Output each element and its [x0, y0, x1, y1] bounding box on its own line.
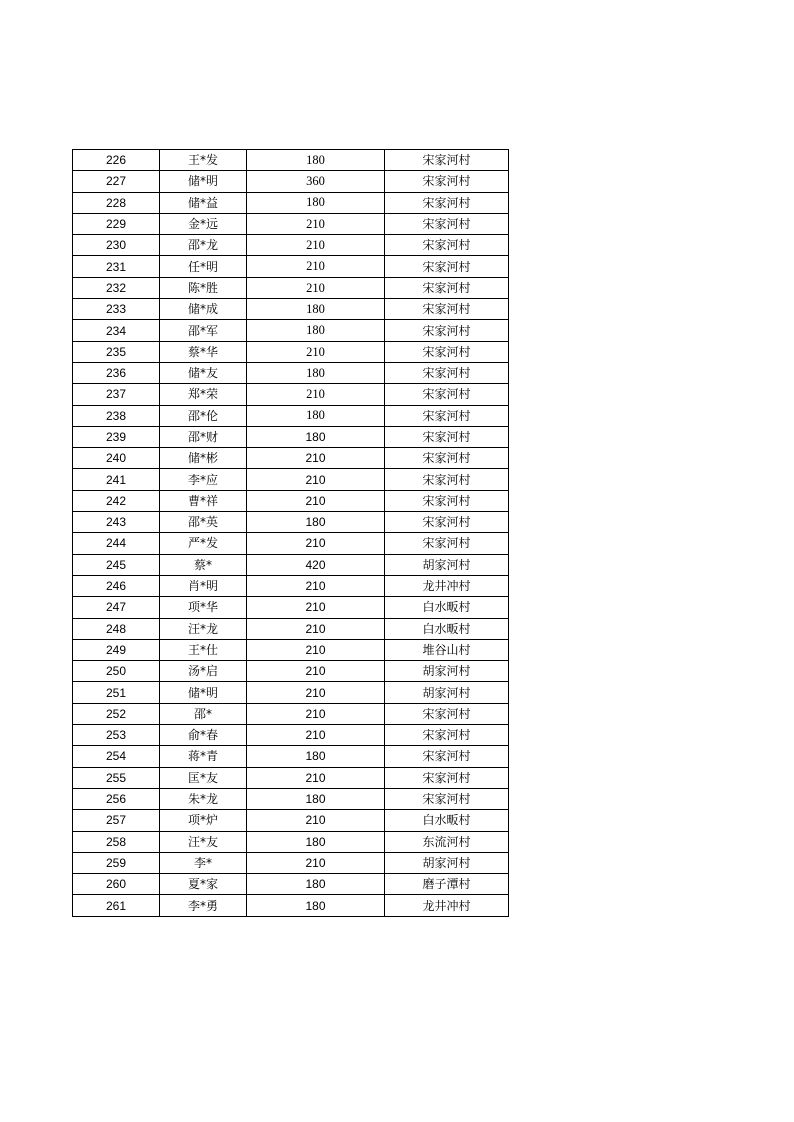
- row-number: 254: [73, 746, 160, 767]
- table-row: [73, 235, 509, 256]
- table-row: [73, 384, 509, 405]
- row-number: 244: [73, 533, 160, 554]
- table-row: [73, 341, 509, 362]
- table-row: [73, 618, 509, 639]
- person-name: 王*发: [160, 150, 247, 171]
- village-name: 宋家河村: [385, 448, 509, 469]
- row-number: 258: [73, 831, 160, 852]
- table-row: [73, 639, 509, 660]
- table-row: [73, 171, 509, 192]
- village-name: 龙井冲村: [385, 575, 509, 596]
- amount: 180: [247, 150, 385, 171]
- amount: 180: [247, 874, 385, 895]
- row-number: 246: [73, 575, 160, 596]
- row-number: 239: [73, 426, 160, 447]
- person-name: 邵*英: [160, 512, 247, 533]
- amount: 210: [247, 448, 385, 469]
- person-name: 严*发: [160, 533, 247, 554]
- amount: 210: [247, 639, 385, 660]
- village-name: 宋家河村: [385, 725, 509, 746]
- row-number: 232: [73, 277, 160, 298]
- village-name: 白水畈村: [385, 810, 509, 831]
- person-name: 储*友: [160, 362, 247, 383]
- table-row: [73, 213, 509, 234]
- village-name: 宋家河村: [385, 171, 509, 192]
- row-number: 256: [73, 788, 160, 809]
- person-name: 曹*祥: [160, 490, 247, 511]
- village-name: 宋家河村: [385, 384, 509, 405]
- table-row: [73, 831, 509, 852]
- village-name: 胡家河村: [385, 661, 509, 682]
- person-name: 李*应: [160, 469, 247, 490]
- row-number: 261: [73, 895, 160, 916]
- table-row: [73, 512, 509, 533]
- village-name: 宋家河村: [385, 213, 509, 234]
- amount: 210: [247, 703, 385, 724]
- row-number: 233: [73, 299, 160, 320]
- table-row: [73, 852, 509, 873]
- person-name: 金*远: [160, 213, 247, 234]
- row-number: 230: [73, 235, 160, 256]
- table-row: [73, 362, 509, 383]
- person-name: 邵*财: [160, 426, 247, 447]
- row-number: 226: [73, 150, 160, 171]
- person-name: 蔡*华: [160, 341, 247, 362]
- row-number: 251: [73, 682, 160, 703]
- amount: 420: [247, 554, 385, 575]
- village-name: 宋家河村: [385, 256, 509, 277]
- table-row: [73, 533, 509, 554]
- table-row: [73, 150, 509, 171]
- row-number: 245: [73, 554, 160, 575]
- person-name: 夏*家: [160, 874, 247, 895]
- row-number: 247: [73, 597, 160, 618]
- person-name: 王*仕: [160, 639, 247, 660]
- row-number: 235: [73, 341, 160, 362]
- table-row: [73, 810, 509, 831]
- village-name: 宋家河村: [385, 426, 509, 447]
- table-row: [73, 788, 509, 809]
- row-number: 253: [73, 725, 160, 746]
- table-row: [73, 299, 509, 320]
- person-name: 匡*友: [160, 767, 247, 788]
- row-number: 234: [73, 320, 160, 341]
- table-row: [73, 597, 509, 618]
- village-name: 龙井冲村: [385, 895, 509, 916]
- table-row: [73, 192, 509, 213]
- amount: 210: [247, 767, 385, 788]
- amount: 180: [247, 512, 385, 533]
- person-name: 朱*龙: [160, 788, 247, 809]
- amount: 180: [247, 746, 385, 767]
- person-name: 郑*荣: [160, 384, 247, 405]
- amount: 180: [247, 299, 385, 320]
- amount: 180: [247, 788, 385, 809]
- person-name: 邵*: [160, 703, 247, 724]
- person-name: 任*明: [160, 256, 247, 277]
- person-name: 蔡*: [160, 554, 247, 575]
- amount: 210: [247, 725, 385, 746]
- person-name: 项*华: [160, 597, 247, 618]
- amount: 180: [247, 320, 385, 341]
- row-number: 260: [73, 874, 160, 895]
- village-name: 宋家河村: [385, 490, 509, 511]
- row-number: 227: [73, 171, 160, 192]
- amount: 210: [247, 235, 385, 256]
- amount: 180: [247, 362, 385, 383]
- table-row: [73, 682, 509, 703]
- village-name: 宋家河村: [385, 533, 509, 554]
- person-name: 肖*明: [160, 575, 247, 596]
- village-name: 宋家河村: [385, 767, 509, 788]
- person-name: 李*: [160, 852, 247, 873]
- village-name: 宋家河村: [385, 703, 509, 724]
- row-number: 255: [73, 767, 160, 788]
- village-name: 宋家河村: [385, 235, 509, 256]
- village-name: 宋家河村: [385, 512, 509, 533]
- table-row: [73, 320, 509, 341]
- amount: 210: [247, 213, 385, 234]
- person-name: 汤*启: [160, 661, 247, 682]
- amount: 180: [247, 405, 385, 426]
- table-row: [73, 405, 509, 426]
- table-row: [73, 426, 509, 447]
- amount: 210: [247, 533, 385, 554]
- table-row: [73, 554, 509, 575]
- amount: 180: [247, 895, 385, 916]
- table-row: [73, 746, 509, 767]
- row-number: 252: [73, 703, 160, 724]
- row-number: 248: [73, 618, 160, 639]
- person-name: 储*明: [160, 171, 247, 192]
- person-name: 储*益: [160, 192, 247, 213]
- amount: 360: [247, 171, 385, 192]
- table-row: [73, 703, 509, 724]
- amount: 210: [247, 341, 385, 362]
- person-name: 储*成: [160, 299, 247, 320]
- village-name: 宋家河村: [385, 299, 509, 320]
- person-name: 蒋*青: [160, 746, 247, 767]
- person-name: 邵*伦: [160, 405, 247, 426]
- amount: 210: [247, 682, 385, 703]
- row-number: 228: [73, 192, 160, 213]
- village-name: 磨子潭村: [385, 874, 509, 895]
- person-name: 陈*胜: [160, 277, 247, 298]
- amount: 210: [247, 469, 385, 490]
- person-name: 邵*龙: [160, 235, 247, 256]
- amount: 210: [247, 490, 385, 511]
- table-row: [73, 725, 509, 746]
- amount: 210: [247, 810, 385, 831]
- village-name: 宋家河村: [385, 277, 509, 298]
- person-name: 汪*友: [160, 831, 247, 852]
- amount: 210: [247, 277, 385, 298]
- person-name: 储*明: [160, 682, 247, 703]
- person-name: 邵*军: [160, 320, 247, 341]
- amount: 210: [247, 384, 385, 405]
- village-name: 宋家河村: [385, 192, 509, 213]
- table-row: [73, 575, 509, 596]
- person-name: 俞*春: [160, 725, 247, 746]
- village-name: 胡家河村: [385, 682, 509, 703]
- roster-body: [73, 150, 509, 917]
- row-number: 242: [73, 490, 160, 511]
- person-name: 李*勇: [160, 895, 247, 916]
- table-row: [73, 874, 509, 895]
- village-name: 白水畈村: [385, 618, 509, 639]
- table-row: [73, 277, 509, 298]
- table-row: [73, 469, 509, 490]
- amount: 210: [247, 597, 385, 618]
- person-name: 储*彬: [160, 448, 247, 469]
- table-row: [73, 895, 509, 916]
- row-number: 241: [73, 469, 160, 490]
- amount: 210: [247, 618, 385, 639]
- village-name: 胡家河村: [385, 554, 509, 575]
- table-row: [73, 767, 509, 788]
- row-number: 236: [73, 362, 160, 383]
- row-number: 231: [73, 256, 160, 277]
- table-row: [73, 256, 509, 277]
- row-number: 243: [73, 512, 160, 533]
- row-number: 238: [73, 405, 160, 426]
- row-number: 229: [73, 213, 160, 234]
- amount: 180: [247, 192, 385, 213]
- village-name: 宋家河村: [385, 150, 509, 171]
- village-name: 宋家河村: [385, 362, 509, 383]
- amount: 180: [247, 831, 385, 852]
- row-number: 259: [73, 852, 160, 873]
- amount: 210: [247, 256, 385, 277]
- amount: 180: [247, 426, 385, 447]
- village-name: 宋家河村: [385, 469, 509, 490]
- amount: 210: [247, 852, 385, 873]
- row-number: 250: [73, 661, 160, 682]
- village-name: 宋家河村: [385, 746, 509, 767]
- village-name: 白水畈村: [385, 597, 509, 618]
- table-row: [73, 490, 509, 511]
- village-name: 宋家河村: [385, 405, 509, 426]
- table-row: [73, 448, 509, 469]
- row-number: 257: [73, 810, 160, 831]
- village-name: 堆谷山村: [385, 639, 509, 660]
- village-name: 胡家河村: [385, 852, 509, 873]
- amount: 210: [247, 661, 385, 682]
- table-row: [73, 661, 509, 682]
- roster-table: [72, 149, 509, 917]
- row-number: 249: [73, 639, 160, 660]
- person-name: 项*炉: [160, 810, 247, 831]
- row-number: 237: [73, 384, 160, 405]
- person-name: 汪*龙: [160, 618, 247, 639]
- row-number: 240: [73, 448, 160, 469]
- village-name: 宋家河村: [385, 788, 509, 809]
- village-name: 宋家河村: [385, 320, 509, 341]
- village-name: 宋家河村: [385, 341, 509, 362]
- amount: 210: [247, 575, 385, 596]
- village-name: 东流河村: [385, 831, 509, 852]
